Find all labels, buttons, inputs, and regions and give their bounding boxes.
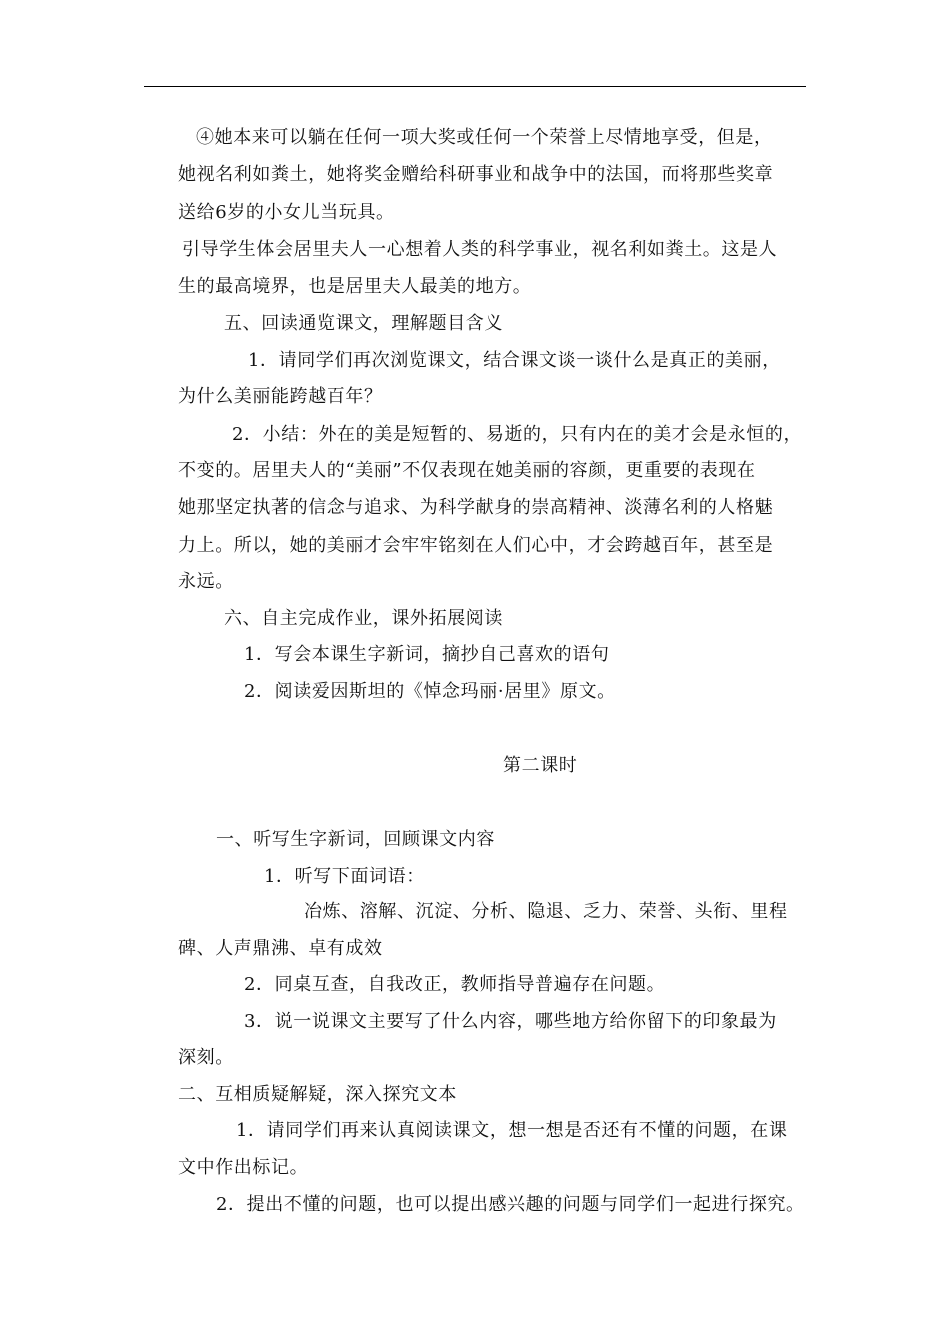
word-list-line: 碑、人声鼎沸、卓有成效 — [178, 938, 383, 959]
paragraph-line: 引导学生体会居里夫人一心想着人类的科学事业，视名利如粪土。这是人 — [182, 239, 778, 260]
section-heading: 一、听写生字新词，回顾课文内容 — [216, 829, 495, 850]
list-item: 1．听写下面词语： — [264, 866, 425, 887]
paragraph-line: 深刻。 — [178, 1047, 234, 1068]
paragraph-line: 为什么美丽能跨越百年？ — [178, 386, 383, 407]
list-item: 2．同桌互查，自我改正，教师指导普遍存在问题。 — [244, 974, 666, 995]
paragraph-line: 送给6岁的小女儿当玩具。 — [178, 202, 395, 223]
list-item: 1．请同学们再来认真阅读课文，想一想是否还有不懂的问题，在课 — [236, 1120, 788, 1141]
paragraph-line: 她视名利如粪土，她将奖金赠给科研事业和战争中的法国，而将那些奖章 — [178, 164, 774, 185]
list-item: 1．写会本课生字新词，摘抄自己喜欢的语句 — [244, 644, 610, 665]
section-heading: 二、互相质疑解疑，深入探究文本 — [178, 1084, 457, 1105]
word-list-line: 冶炼、溶解、沉淀、分析、隐退、乏力、荣誉、头衔、里程 — [304, 901, 788, 922]
header-rule — [144, 86, 806, 87]
paragraph-line: 力上。所以，她的美丽才会牢牢铭刻在人们心中，才会跨越百年，甚至是 — [178, 535, 774, 556]
paragraph-line: ④她本来可以躺在任何一项大奖或任何一个荣誉上尽情地享受，但是， — [196, 127, 773, 148]
paragraph-line: 1．请同学们再次浏览课文，结合课文谈一谈什么是真正的美丽， — [248, 350, 781, 371]
list-item: 2．阅读爱因斯坦的《悼念玛丽·居里》原文。 — [244, 681, 616, 702]
paragraph-line: 她那坚定执著的信念与追求、为科学献身的崇高精神、淡薄名利的人格魅 — [178, 497, 774, 518]
paragraph-line: 生的最高境界，也是居里夫人最美的地方。 — [178, 276, 532, 297]
paragraph-line: 不变的。居里夫人的“美丽”不仅表现在她美丽的容颜，更重要的表现在 — [178, 460, 756, 481]
paragraph-line: 永远。 — [178, 571, 234, 592]
list-item: 2．提出不懂的问题，也可以提出感兴趣的问题与同学们一起进行探究。 — [216, 1194, 805, 1215]
list-item: 3．说一说课文主要写了什么内容，哪些地方给你留下的印象最为 — [244, 1011, 777, 1032]
section-heading: 五、回读通览课文，理解题目含义 — [224, 313, 503, 334]
section-heading: 六、自主完成作业，课外拓展阅读 — [224, 608, 503, 629]
paragraph-line: 2．小结：外在的美是短暂的、易逝的，只有内在的美才会是永恒的， — [232, 424, 803, 445]
paragraph-line: 文中作出标记。 — [178, 1157, 309, 1178]
lesson-title: 第二课时 — [503, 755, 578, 776]
